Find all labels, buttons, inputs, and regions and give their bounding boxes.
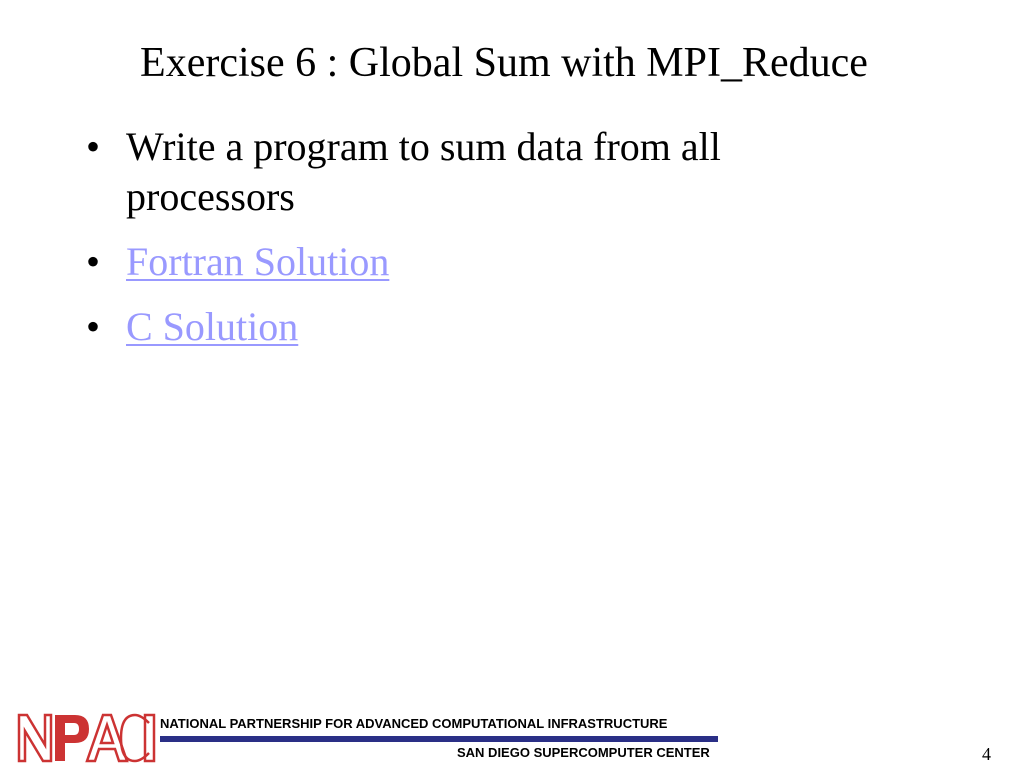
footer-divider [160,736,718,742]
npaci-logo [17,713,157,763]
slide-title: Exercise 6 : Global Sum with MPI_Reduce [140,40,868,86]
bullet-item [86,122,826,222]
page-number: 4 [982,744,991,764]
c-solution-link[interactable]: C Solution [126,304,299,349]
footer-partnership-text: NATIONAL PARTNERSHIP FOR ADVANCED COMPUTATIONAL INFRASTRUCTURE [160,716,668,731]
bullet-marker: • [86,239,101,284]
fortran-solution-link[interactable]: Fortran Solution [126,239,390,284]
bullet-item [86,302,826,352]
bullet-marker: • [86,124,101,169]
bullet-marker: • [86,304,101,349]
footer-center-text: SAN DIEGO SUPERCOMPUTER CENTER [457,745,710,760]
bullet-item [86,237,826,287]
bullet-text-write-program: Write a program to sum data from all processors [126,124,721,219]
bullet-list [86,122,826,367]
